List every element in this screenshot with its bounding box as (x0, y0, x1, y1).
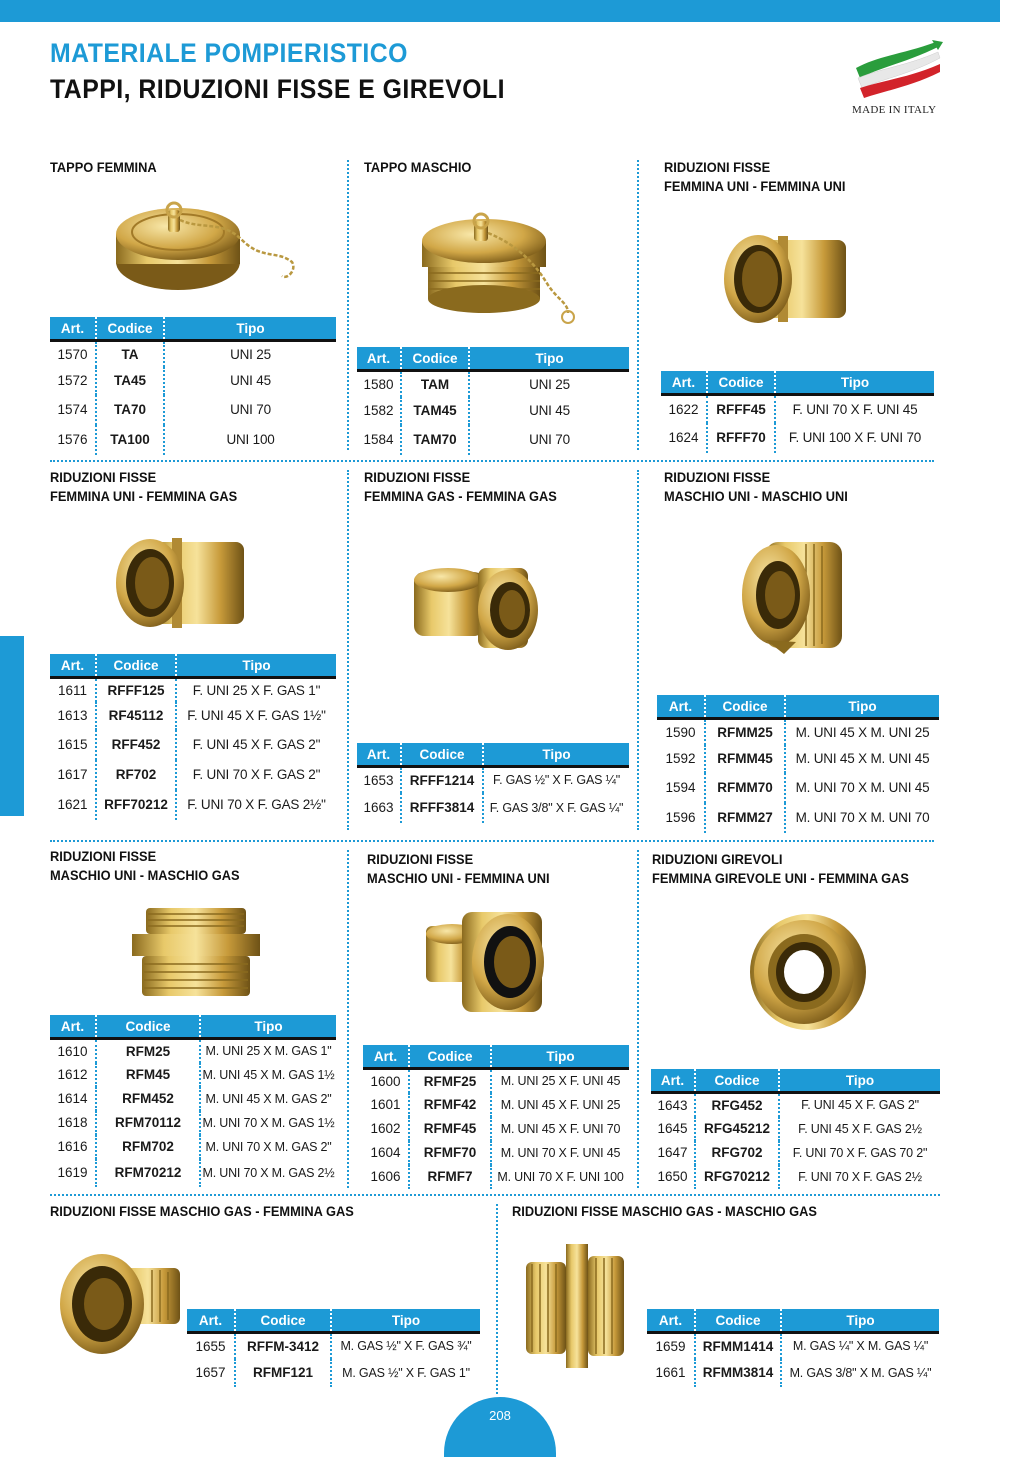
table-riduzioni-mgas-mgas (647, 1309, 939, 1387)
table-row: 1647 RFG702 F. UNI 70 X F. GAS 70 2" (651, 1141, 940, 1165)
table-row: 1582 TAM45 UNI 45 (357, 397, 629, 425)
col-tipo: Tipo (200, 1015, 336, 1039)
table-row: 1570 TA UNI 25 (50, 341, 336, 367)
table-row: 1615 RFF452 F. UNI 45 X F. GAS 2" (50, 730, 336, 760)
section-title-riduzioni-girevoli: RIDUZIONI GIREVOLI FEMMINA GIREVOLE UNI - FEMMINA GAS (652, 852, 909, 886)
col-art: Art. (50, 317, 96, 341)
divider (347, 850, 349, 1188)
table-row: 1604 RFMF70 M. UNI 70 X F. UNI 45 (363, 1141, 629, 1165)
col-art: Art. (661, 371, 707, 395)
table-row: 1612 RFM45 M. UNI 45 X M. GAS 1½ (50, 1063, 336, 1087)
made-in-italy-flag-icon (848, 38, 944, 98)
divider (50, 460, 934, 462)
col-codice: Codice (707, 371, 775, 395)
table-riduzioni-girevoli (651, 1069, 940, 1189)
col-art: Art. (187, 1309, 235, 1333)
section-title-riduzioni-fgas-fgas: RIDUZIONI FISSE FEMMINA GAS - FEMMINA GAS (364, 470, 557, 504)
top-bar (0, 0, 1000, 22)
table-row: 1606 RFMF7 M. UNI 70 X F. UNI 100 (363, 1165, 629, 1189)
table-row: 1659 RFMM1414 M. GAS ¼" X M. GAS ¼" (647, 1333, 939, 1359)
made-in-italy-label: MADE IN ITALY (852, 104, 937, 116)
table-row: 1574 TA70 UNI 70 (50, 395, 336, 425)
col-art: Art. (357, 347, 401, 371)
divider (637, 850, 639, 1188)
riduzione-mgas-mgas-image (522, 1240, 628, 1372)
section-title-riduzioni-ff-uni-uni: RIDUZIONI FISSE FEMMINA UNI - FEMMINA UNI (664, 160, 846, 194)
table-row: 1650 RFG70212 F. UNI 70 X F. GAS 2½ (651, 1165, 940, 1189)
table-row: 1601 RFMF42 M. UNI 45 X F. UNI 25 (363, 1093, 629, 1117)
table-row: 1610 RFM25 M. UNI 25 X M. GAS 1" (50, 1039, 336, 1063)
table-row: 1618 RFM70112 M. UNI 70 X M. GAS 1½ (50, 1111, 336, 1135)
page-number-tab (444, 1397, 556, 1457)
col-codice: Codice (235, 1309, 331, 1333)
divider (496, 1204, 498, 1394)
section-title-riduzioni-mgas-mgas: RIDUZIONI FISSE MASCHIO GAS - MASCHIO GAS (512, 1204, 817, 1219)
table-row: 1584 TAM70 UNI 70 (357, 425, 629, 455)
table-row: 1655 RFFM-3412 M. GAS ½" X F. GAS ¾" (187, 1333, 480, 1359)
table-row: 1600 RFMF25 M. UNI 25 X F. UNI 45 (363, 1069, 629, 1093)
table-riduzioni-funi-fgas (50, 654, 336, 820)
col-tipo: Tipo (331, 1309, 480, 1333)
table-row: 1614 RFM452 M. UNI 45 X M. GAS 2" (50, 1087, 336, 1111)
col-codice: Codice (409, 1045, 491, 1069)
table-riduzioni-muni-mgas (50, 1015, 336, 1187)
table-row: 1643 RFG452 F. UNI 45 X F. GAS 2" (651, 1093, 940, 1117)
tappo-maschio-image (418, 205, 588, 330)
col-tipo: Tipo (491, 1045, 629, 1069)
page-subtitle: TAPPI, RIDUZIONI FISSE E GIREVOLI (50, 74, 505, 104)
table-row: 1580 TAM UNI 25 (357, 371, 629, 397)
col-codice: Codice (96, 654, 176, 678)
table-riduzioni-mgas-fgas (187, 1309, 480, 1387)
table-riduzioni-muni-funi (363, 1045, 629, 1189)
divider (347, 470, 349, 830)
table-row: 1613 RF45112 F. UNI 45 X F. GAS 1½" (50, 702, 336, 730)
riduzione-fgas-fgas-image (408, 552, 548, 662)
col-art: Art. (357, 743, 401, 767)
col-codice: Codice (401, 743, 483, 767)
table-riduzioni-ff-uni-uni (661, 371, 934, 453)
table-riduzioni-muni-muni (657, 695, 939, 833)
riduzione-funi-fgas-image (110, 528, 250, 638)
table-row: 1661 RFMM3814 M. GAS 3/8" X M. GAS ¼" (647, 1359, 939, 1387)
col-codice: Codice (96, 1015, 200, 1039)
table-row: 1657 RFMF121 M. GAS ½" X F. GAS 1" (187, 1359, 480, 1387)
divider (50, 840, 934, 842)
table-row: 1621 RFF70212 F. UNI 70 X F. GAS 2½" (50, 790, 336, 820)
table-row: 1602 RFMF45 M. UNI 45 X F. UNI 70 (363, 1117, 629, 1141)
riduzione-muni-muni-image (736, 532, 856, 662)
col-codice: Codice (695, 1309, 781, 1333)
table-row: 1592 RFMM45 M. UNI 45 X M. UNI 45 (657, 745, 939, 773)
col-tipo: Tipo (469, 347, 629, 371)
page-number: 208 (489, 1408, 511, 1423)
table-row: 1596 RFMM27 M. UNI 70 X M. UNI 70 (657, 803, 939, 833)
section-title-riduzioni-muni-mgas: RIDUZIONI FISSE MASCHIO UNI - MASCHIO GAS (50, 849, 240, 883)
table-row: 1572 TA45 UNI 45 (50, 367, 336, 395)
table-row: 1653 RFFF1214 F. GAS ½" X F. GAS ¼" (357, 767, 629, 793)
divider (347, 160, 349, 450)
table-row: 1594 RFMM70 M. UNI 70 X M. UNI 45 (657, 773, 939, 803)
table-tappo-femmina (50, 317, 336, 455)
riduzione-muni-funi-image (412, 906, 552, 1018)
riduzione-girevole-image (740, 910, 870, 1034)
col-codice: Codice (401, 347, 469, 371)
table-row: 1576 TA100 UNI 100 (50, 425, 336, 455)
col-art: Art. (647, 1309, 695, 1333)
col-codice: Codice (705, 695, 785, 719)
col-tipo: Tipo (483, 743, 629, 767)
table-tappo-maschio (357, 347, 629, 455)
col-codice: Codice (96, 317, 164, 341)
section-title-riduzioni-muni-funi: RIDUZIONI FISSE MASCHIO UNI - FEMMINA UNI (367, 852, 550, 886)
col-art: Art. (50, 654, 96, 678)
col-art: Art. (363, 1045, 409, 1069)
riduzione-ff-uni-uni-image (718, 222, 852, 334)
col-tipo: Tipo (176, 654, 336, 678)
divider (637, 470, 639, 830)
table-row: 1624 RFFF70 F. UNI 100 X F. UNI 70 (661, 423, 934, 453)
col-tipo: Tipo (779, 1069, 940, 1093)
col-tipo: Tipo (775, 371, 934, 395)
col-art: Art. (657, 695, 705, 719)
table-row: 1619 RFM70212 M. UNI 70 X M. GAS 2½ (50, 1159, 336, 1187)
table-row: 1645 RFG45212 F. UNI 45 X F. GAS 2½ (651, 1117, 940, 1141)
divider (50, 1194, 940, 1196)
col-tipo: Tipo (164, 317, 336, 341)
table-row: 1611 RFFF125 F. UNI 25 X F. GAS 1" (50, 678, 336, 702)
tappo-femmina-image (112, 190, 312, 300)
section-title-tappo-femmina: TAPPO FEMMINA (50, 160, 157, 175)
col-tipo: Tipo (781, 1309, 939, 1333)
table-row: 1590 RFMM25 M. UNI 45 X M. UNI 25 (657, 719, 939, 745)
table-row: 1622 RFFF45 F. UNI 70 X F. UNI 45 (661, 395, 934, 423)
section-title-tappo-maschio: TAPPO MASCHIO (364, 160, 472, 175)
col-art: Art. (50, 1015, 96, 1039)
col-art: Art. (651, 1069, 695, 1093)
section-title-riduzioni-funi-fgas: RIDUZIONI FISSE FEMMINA UNI - FEMMINA GAS (50, 470, 238, 504)
riduzione-muni-mgas-image (132, 904, 260, 1000)
side-tab (0, 636, 24, 816)
col-codice: Codice (695, 1069, 779, 1093)
table-row: 1616 RFM702 M. UNI 70 X M. GAS 2" (50, 1135, 336, 1159)
table-row: 1663 RFFF3814 F. GAS 3/8" X F. GAS ¼" (357, 793, 629, 823)
table-riduzioni-fgas-fgas (357, 743, 629, 823)
page-title: MATERIALE POMPIERISTICO (50, 38, 408, 68)
section-title-riduzioni-muni-muni: RIDUZIONI FISSE MASCHIO UNI - MASCHIO UNI (664, 470, 848, 504)
table-row: 1617 RF702 F. UNI 70 X F. GAS 2" (50, 760, 336, 790)
section-title-riduzioni-mgas-fgas: RIDUZIONI FISSE MASCHIO GAS - FEMMINA GAS (50, 1204, 354, 1219)
riduzione-mgas-fgas-image (56, 1248, 188, 1360)
col-tipo: Tipo (785, 695, 939, 719)
divider (637, 160, 639, 450)
